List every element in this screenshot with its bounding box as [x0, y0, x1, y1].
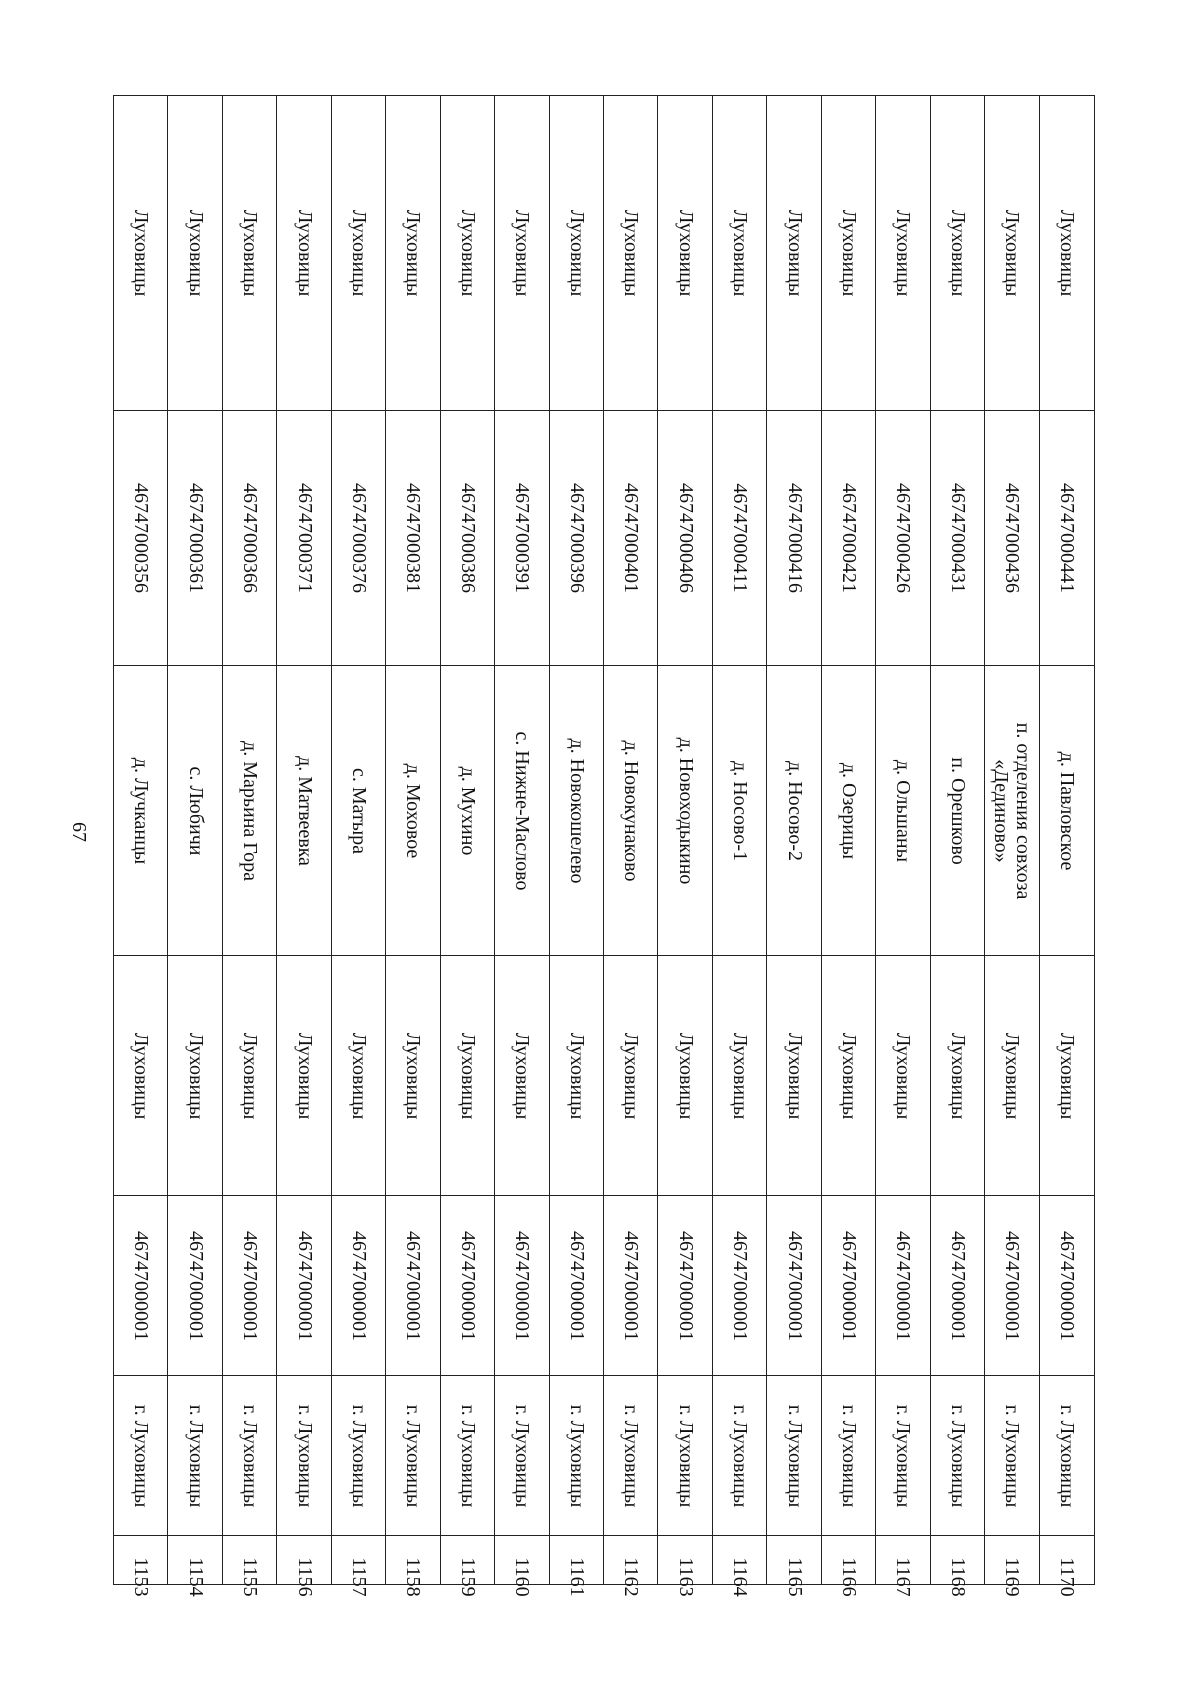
cell-text: 46747000001 [892, 1230, 915, 1341]
cell-settlement [168, 665, 222, 955]
cell-name1 [1040, 955, 1094, 1195]
cell-text: г. Луховицы [402, 1404, 425, 1507]
cell-settlement [114, 665, 168, 955]
cell-name2 [168, 95, 222, 410]
table-row [657, 95, 712, 1597]
cell-text: г. Луховицы [620, 1404, 643, 1507]
table-row [113, 95, 168, 1597]
cell-text: Луховицы [674, 209, 697, 297]
table-row [494, 95, 549, 1597]
cell-text: 46747000426 [892, 483, 915, 593]
cell-settlement [713, 665, 767, 955]
cell-code2 [658, 410, 712, 665]
cell-text: Луховицы [511, 209, 534, 297]
cell-text: Луховицы [184, 1032, 207, 1119]
cell-text: 46747000401 [620, 483, 643, 593]
cell-text: Луховицы [565, 1032, 588, 1119]
cell-text: г. Луховицы [946, 1404, 969, 1507]
cell-text: г. Луховицы [239, 1404, 262, 1507]
cell-text: 1164 [729, 1557, 752, 1597]
cell-num [985, 1535, 1039, 1597]
cell-name1 [441, 955, 495, 1195]
cell-code1 [822, 1195, 876, 1375]
cell-name1 [658, 955, 712, 1195]
cell-text: 1157 [347, 1557, 370, 1597]
cell-text: г. Луховицы [347, 1404, 370, 1507]
cell-settlement [604, 665, 658, 955]
cell-text: 1153 [130, 1557, 153, 1597]
cell-text: д. Павловское [1055, 751, 1078, 870]
cell-text: 46747000001 [837, 1230, 860, 1341]
cell-text: 1155 [239, 1557, 262, 1597]
cell-city [985, 1375, 1039, 1535]
cell-text: 46747000001 [402, 1230, 425, 1341]
cell-code2 [931, 410, 985, 665]
cell-code2 [495, 410, 549, 665]
cell-num [332, 1535, 386, 1597]
cell-name1 [604, 955, 658, 1195]
cell-text: Луховицы [456, 1032, 479, 1119]
cell-text: д. Носово-2 [783, 760, 806, 861]
cell-text: г. Луховицы [783, 1404, 806, 1507]
cell-text: Луховицы [729, 209, 752, 297]
cell-city [550, 1375, 604, 1535]
cell-text: с. Матыра [347, 767, 370, 854]
cell-text: 1165 [783, 1557, 806, 1597]
cell-num [713, 1535, 767, 1597]
cell-text: 46747000001 [674, 1230, 697, 1341]
cell-text: 46747000001 [511, 1230, 534, 1341]
cell-name1 [386, 955, 440, 1195]
cell-code1 [223, 1195, 277, 1375]
cell-name1 [277, 955, 331, 1195]
cell-text: Луховицы [620, 209, 643, 297]
cell-code2 [441, 410, 495, 665]
cell-text: Луховицы [892, 209, 915, 297]
cell-name2 [223, 95, 277, 410]
cell-name1 [822, 955, 876, 1195]
cell-name1 [713, 955, 767, 1195]
cell-settlement [332, 665, 386, 955]
cell-text: Луховицы [1055, 1032, 1078, 1119]
cell-name1 [767, 955, 821, 1195]
table-row [930, 95, 985, 1597]
cell-text: 46747000436 [1001, 483, 1024, 593]
cell-text: 1167 [892, 1557, 915, 1597]
cell-text: Луховицы [565, 209, 588, 297]
cell-text: д. Мухино [456, 766, 479, 855]
cell-name2 [876, 95, 930, 410]
cell-text: д. Ольшаны [892, 759, 915, 862]
cell-num [876, 1535, 930, 1597]
cell-text: г. Луховицы [511, 1404, 534, 1507]
cell-text: 46747000411 [729, 483, 752, 593]
cell-text: д. Марьина Гора [239, 740, 262, 881]
settlements-table [113, 95, 1093, 1597]
cell-text: 46747000366 [239, 483, 262, 593]
cell-text: 46747000406 [674, 483, 697, 593]
cell-code2 [550, 410, 604, 665]
cell-text: Луховицы [837, 209, 860, 297]
cell-text: 1162 [620, 1557, 643, 1597]
table-row [984, 95, 1039, 1597]
table-row [603, 95, 658, 1597]
cell-text: с. Любичи [184, 765, 207, 856]
cell-text: 46747000001 [130, 1230, 153, 1341]
cell-text: 46747000001 [293, 1230, 316, 1341]
cell-name2 [767, 95, 821, 410]
cell-text: п. Орешково [946, 756, 969, 865]
cell-text: Луховицы [130, 1032, 153, 1119]
cell-name2 [550, 95, 604, 410]
cell-code1 [168, 1195, 222, 1375]
table-row [440, 95, 495, 1597]
cell-name2 [1040, 95, 1094, 410]
cell-num [822, 1535, 876, 1597]
cell-num [550, 1535, 604, 1597]
cell-text [990, 722, 1034, 899]
cell-text: г. Луховицы [456, 1404, 479, 1507]
cell-text: 46747000371 [293, 483, 316, 593]
cell-text: 46747000431 [946, 483, 969, 593]
cell-text: 46747000001 [946, 1230, 969, 1341]
cell-code2 [876, 410, 930, 665]
cell-text: Луховицы [783, 209, 806, 297]
cell-text: д. Лучканцы [130, 757, 153, 864]
cell-code1 [767, 1195, 821, 1375]
cell-name2 [713, 95, 767, 410]
cell-settlement [876, 665, 930, 955]
cell-text: г. Луховицы [184, 1404, 207, 1507]
cell-text: 46747000381 [402, 483, 425, 593]
cell-num [931, 1535, 985, 1597]
cell-name1 [168, 955, 222, 1195]
cell-num [223, 1535, 277, 1597]
cell-name1 [985, 955, 1039, 1195]
cell-text-line: «Дединово» [990, 758, 1013, 863]
cell-code1 [332, 1195, 386, 1375]
cell-text: Луховицы [1055, 209, 1078, 297]
cell-name1 [876, 955, 930, 1195]
cell-name2 [931, 95, 985, 410]
cell-text: Луховицы [184, 209, 207, 297]
table-row [549, 95, 604, 1597]
cell-text: 1161 [565, 1557, 588, 1597]
cell-code1 [985, 1195, 1039, 1375]
cell-text: г. Луховицы [130, 1404, 153, 1507]
cell-code2 [985, 410, 1039, 665]
cell-name1 [550, 955, 604, 1195]
cell-city [931, 1375, 985, 1535]
cell-code1 [114, 1195, 168, 1375]
cell-code1 [931, 1195, 985, 1375]
cell-text: г. Луховицы [674, 1404, 697, 1507]
cell-text: 1170 [1055, 1557, 1078, 1597]
cell-settlement [441, 665, 495, 955]
cell-text: 46747000356 [130, 483, 153, 593]
cell-code1 [386, 1195, 440, 1375]
cell-text: 1156 [293, 1557, 316, 1597]
cell-code2 [713, 410, 767, 665]
cell-code1 [658, 1195, 712, 1375]
cell-city [822, 1375, 876, 1535]
cell-text: Луховицы [892, 1032, 915, 1119]
cell-city [713, 1375, 767, 1535]
cell-code1 [604, 1195, 658, 1375]
cell-text: 46747000001 [456, 1230, 479, 1341]
cell-city [277, 1375, 331, 1535]
cell-text: Луховицы [130, 209, 153, 297]
cell-name2 [495, 95, 549, 410]
cell-text: 46747000001 [729, 1230, 752, 1341]
cell-city [386, 1375, 440, 1535]
cell-text: Луховицы [293, 1032, 316, 1119]
cell-num [114, 1535, 168, 1597]
cell-text: Луховицы [946, 1032, 969, 1119]
cell-name1 [223, 955, 277, 1195]
cell-text: г. Луховицы [293, 1404, 316, 1507]
table-row [167, 95, 222, 1597]
cell-text: г. Луховицы [565, 1404, 588, 1507]
cell-text: Луховицы [239, 1032, 262, 1119]
cell-text: Луховицы [456, 209, 479, 297]
cell-code2 [223, 410, 277, 665]
cell-text: 1154 [184, 1557, 207, 1597]
cell-name1 [114, 955, 168, 1195]
cell-city [658, 1375, 712, 1535]
cell-text: Луховицы [674, 1032, 697, 1119]
cell-text: 46747000001 [1001, 1230, 1024, 1341]
cell-settlement [658, 665, 712, 955]
cell-text: Луховицы [402, 209, 425, 297]
cell-code1 [277, 1195, 331, 1375]
cell-text: д. Новокунаково [620, 740, 643, 881]
cell-text: Луховицы [729, 1032, 752, 1119]
cell-text: г. Луховицы [1055, 1404, 1078, 1507]
cell-text: 46747000396 [565, 483, 588, 593]
cell-text: Луховицы [347, 209, 370, 297]
cell-code1 [441, 1195, 495, 1375]
cell-text: Луховицы [837, 1032, 860, 1119]
cell-text: 46747000421 [837, 483, 860, 593]
cell-text: г. Луховицы [1001, 1404, 1024, 1507]
cell-code2 [332, 410, 386, 665]
cell-name2 [277, 95, 331, 410]
cell-text: Луховицы [783, 1032, 806, 1119]
cell-name1 [931, 955, 985, 1195]
cell-city [332, 1375, 386, 1535]
cell-code1 [713, 1195, 767, 1375]
cell-num [1040, 1535, 1094, 1597]
cell-city [441, 1375, 495, 1535]
cell-settlement [1040, 665, 1094, 955]
cell-name2 [822, 95, 876, 410]
cell-text: 46747000001 [783, 1230, 806, 1341]
cell-city [495, 1375, 549, 1535]
cell-text: Луховицы [347, 1032, 370, 1119]
table-row [1039, 95, 1095, 1597]
cell-text: г. Луховицы [837, 1404, 860, 1507]
cell-text: г. Луховицы [729, 1404, 752, 1507]
cell-code2 [114, 410, 168, 665]
cell-code1 [550, 1195, 604, 1375]
cell-text: 46747000001 [565, 1230, 588, 1341]
cell-text: 1160 [511, 1557, 534, 1597]
cell-text: Луховицы [1001, 1032, 1024, 1119]
cell-city [604, 1375, 658, 1535]
cell-text: с. Нижне-Маслово [511, 731, 534, 890]
cell-name2 [604, 95, 658, 410]
cell-name2 [386, 95, 440, 410]
cell-num [767, 1535, 821, 1597]
cell-city [876, 1375, 930, 1535]
cell-city [767, 1375, 821, 1535]
table-row [331, 95, 386, 1597]
cell-text: 46747000001 [1055, 1230, 1078, 1341]
cell-name2 [985, 95, 1039, 410]
cell-num [277, 1535, 331, 1597]
cell-code2 [386, 410, 440, 665]
table-row [276, 95, 331, 1597]
cell-text: 46747000361 [184, 483, 207, 593]
cell-text: д. Озерицы [837, 762, 860, 859]
cell-settlement [386, 665, 440, 955]
cell-text: 1166 [837, 1557, 860, 1597]
cell-text: 46747000001 [620, 1230, 643, 1341]
cell-text: Луховицы [293, 209, 316, 297]
table-row [875, 95, 930, 1597]
cell-settlement [985, 665, 1039, 955]
cell-text: 46747000376 [347, 483, 370, 593]
cell-text: г. Луховицы [892, 1404, 915, 1507]
cell-city [1040, 1375, 1094, 1535]
cell-city [114, 1375, 168, 1535]
cell-code1 [495, 1195, 549, 1375]
cell-text: д. Новокошелево [565, 737, 588, 884]
cell-text: 46747000391 [511, 483, 534, 593]
cell-settlement [822, 665, 876, 955]
cell-num [658, 1535, 712, 1597]
cell-text: д. Носово-1 [729, 760, 752, 861]
cell-text: 1168 [946, 1557, 969, 1597]
cell-name2 [658, 95, 712, 410]
cell-text: д. Матвеевка [293, 755, 316, 866]
cell-name1 [495, 955, 549, 1195]
cell-text: Луховицы [620, 1032, 643, 1119]
cell-text: 46747000416 [783, 483, 806, 593]
table-row [766, 95, 821, 1597]
cell-num [604, 1535, 658, 1597]
cell-code2 [168, 410, 222, 665]
cell-text: Луховицы [946, 209, 969, 297]
table-row [821, 95, 876, 1597]
cell-name2 [441, 95, 495, 410]
cell-text: Луховицы [402, 1032, 425, 1119]
cell-code2 [822, 410, 876, 665]
cell-code2 [767, 410, 821, 665]
table-row [712, 95, 767, 1597]
cell-settlement [550, 665, 604, 955]
cell-text: 46747000386 [456, 483, 479, 593]
cell-name2 [114, 95, 168, 410]
cell-city [168, 1375, 222, 1535]
table-row [222, 95, 277, 1597]
cell-text: 46747000441 [1055, 483, 1078, 593]
cell-text: 46747000001 [184, 1230, 207, 1341]
cell-settlement [767, 665, 821, 955]
table-row [385, 95, 440, 1597]
cell-num [386, 1535, 440, 1597]
cell-city [223, 1375, 277, 1535]
cell-text: 1158 [402, 1557, 425, 1597]
cell-text: 1169 [1001, 1557, 1024, 1597]
cell-text: д. Новоходыкино [674, 737, 697, 884]
cell-settlement [223, 665, 277, 955]
cell-code2 [277, 410, 331, 665]
cell-name2 [332, 95, 386, 410]
cell-text-line: п. отделения совхоза [1012, 722, 1035, 899]
cell-text: 1159 [456, 1557, 479, 1597]
cell-text: д. Моховое [402, 763, 425, 858]
cell-name1 [332, 955, 386, 1195]
cell-text: 1163 [674, 1557, 697, 1597]
cell-text: Луховицы [1001, 209, 1024, 297]
cell-settlement [277, 665, 331, 955]
cell-code2 [604, 410, 658, 665]
cell-code1 [1040, 1195, 1094, 1375]
cell-text: 46747000001 [347, 1230, 370, 1341]
cell-num [168, 1535, 222, 1597]
page-number: 67 [68, 822, 90, 842]
cell-settlement [495, 665, 549, 955]
cell-text: 46747000001 [239, 1230, 262, 1341]
cell-text: Луховицы [511, 1032, 534, 1119]
cell-code2 [1040, 410, 1094, 665]
cell-settlement [931, 665, 985, 955]
cell-code1 [876, 1195, 930, 1375]
cell-num [441, 1535, 495, 1597]
cell-text: Луховицы [239, 209, 262, 297]
cell-num [495, 1535, 549, 1597]
